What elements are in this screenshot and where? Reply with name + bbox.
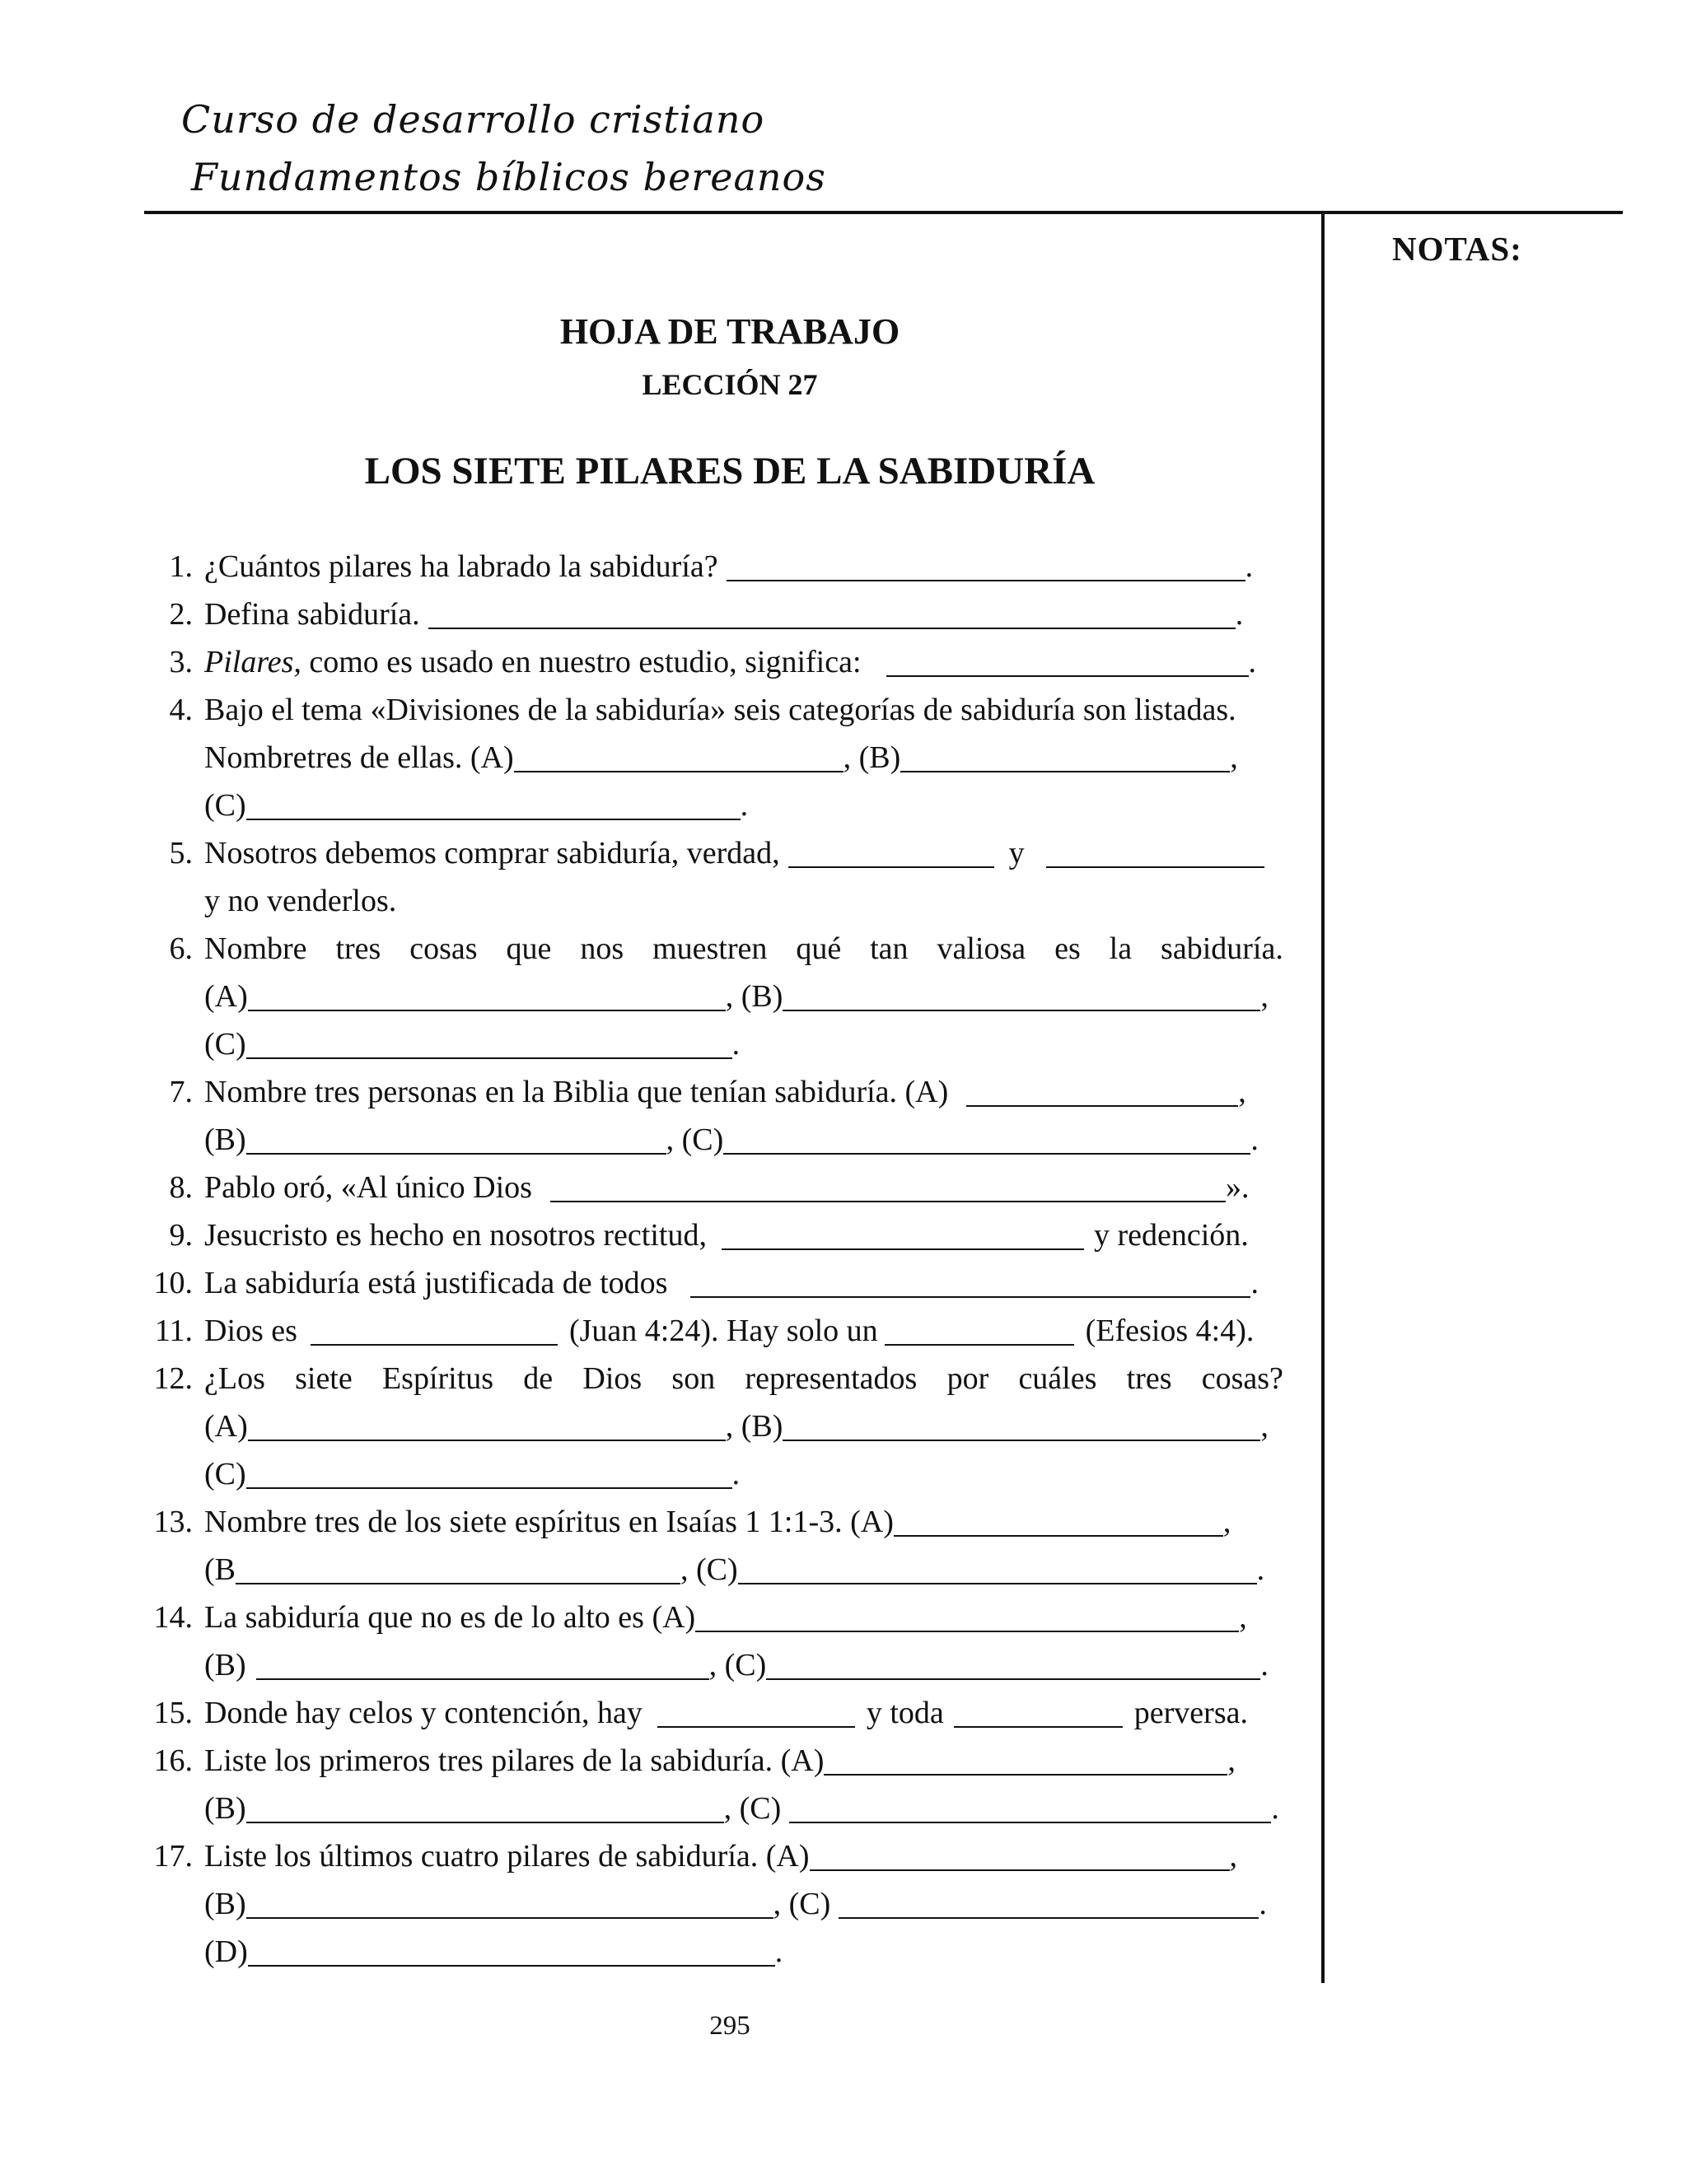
option-label-d: (D): [204, 1934, 248, 1970]
answer-blank-b[interactable]: [256, 1649, 709, 1680]
answer-blank-a[interactable]: [695, 1601, 1239, 1632]
question-term: Pilares,: [204, 645, 301, 680]
lesson-title: LOS SIETE PILARES DE LA SABIDURÍA: [364, 450, 1096, 492]
page-number: 295: [709, 2011, 750, 2041]
option-label-b: (B): [204, 1122, 246, 1158]
question-text: ¿Cuántos pilares ha labrado la sabiduría?: [204, 549, 718, 585]
question-7-line-2: (B) , (C) .: [204, 1122, 1259, 1158]
answer-blank-a[interactable]: [514, 741, 844, 772]
question-16: 16. Liste los primeros tres pilares de la sabiduría. (A) ,: [147, 1731, 1283, 1779]
answer-blank-a[interactable]: [894, 1505, 1223, 1537]
option-label-b: (B): [204, 1791, 246, 1827]
answer-blank-c[interactable]: [738, 1553, 1257, 1584]
question-12-line-3: (C) .: [204, 1457, 741, 1492]
question-7: 7. Nombre tres personas en la Biblia que tenían sabiduría. (A) ,: [147, 1062, 1283, 1110]
answer-blank-b[interactable]: [246, 1888, 773, 1919]
option-label-b: (B): [741, 1409, 783, 1444]
question-16-line-2: (B) , (C) .: [204, 1791, 1279, 1827]
option-label-c: (C): [724, 1648, 767, 1683]
answer-blank-a[interactable]: [788, 837, 994, 868]
answer-blank-c[interactable]: [839, 1888, 1259, 1919]
question-word: ¿Los: [204, 1361, 265, 1397]
question-17: 17. Liste los últimos cuatro pilares de sabiduría. (A) ,: [147, 1827, 1283, 1874]
answer-blank-a[interactable]: [824, 1744, 1227, 1776]
question-text: Donde hay celos y contención, hay: [204, 1696, 643, 1731]
answer-blank-a[interactable]: [966, 1076, 1238, 1107]
question-word: cosas: [409, 931, 478, 967]
question-text: Jesucristo es hecho en nosotros rectitud,: [204, 1218, 707, 1253]
question-number: 1.: [169, 549, 193, 585]
option-label-b: (B: [204, 1552, 236, 1588]
question-15: [147, 1683, 1283, 1731]
question-text: Liste los primeros tres pilares de la sabiduría. (A): [204, 1743, 825, 1779]
question-number: 9.: [169, 1218, 193, 1253]
answer-blank-c[interactable]: [766, 1649, 1260, 1680]
question-1: 1. ¿Cuántos pilares ha labrado la sabiduría? .: [147, 537, 1283, 585]
answer-blank-c[interactable]: [789, 1792, 1271, 1823]
question-text: Nombre tres de los siete espíritus en Isaías 1 1:1-3. (A): [204, 1505, 894, 1540]
question-text: Dios es: [204, 1314, 297, 1349]
question-word: por: [946, 1361, 989, 1397]
answer-blank-c[interactable]: [246, 1028, 732, 1059]
question-text-end: y redención.: [1093, 1218, 1249, 1253]
answer-blank[interactable]: [428, 598, 1236, 629]
question-12: [147, 1349, 1283, 1397]
answer-blank-c[interactable]: [246, 1458, 732, 1489]
question-3: 3. Pilares, como es usado en nuestro estudio, significa: .: [147, 632, 1283, 680]
question-word: es: [1054, 931, 1081, 967]
answer-blank[interactable]: [727, 550, 1245, 581]
answer-blank-d[interactable]: [248, 1935, 775, 1967]
question-text-mid: y toda: [866, 1696, 944, 1731]
question-word: representados: [745, 1361, 918, 1397]
question-number: 2.: [169, 597, 193, 632]
question-text: Nosotros debemos comprar sabiduría, verdad,: [204, 836, 780, 871]
question-13: 13. Nombre tres de los siete espíritus en Isaías 1 1:1-3. (A) ,: [147, 1492, 1283, 1540]
answer-blank-a[interactable]: [248, 980, 726, 1011]
header-rule: [144, 211, 1623, 214]
question-number: 6.: [169, 931, 193, 967]
option-label-b: (B): [204, 1648, 246, 1683]
question-number: 10.: [153, 1266, 193, 1301]
notes-column-divider: [1321, 212, 1325, 1983]
question-word: tres: [1126, 1361, 1172, 1397]
option-label-c: (C): [204, 788, 246, 824]
answer-blank-b[interactable]: [900, 741, 1230, 772]
conjunction: y: [1008, 836, 1025, 871]
question-text: Nombre tres personas en la Biblia que tenían sabiduría. (A): [204, 1075, 949, 1110]
question-word: la: [1109, 931, 1133, 967]
option-label-c: (C): [788, 1887, 831, 1922]
question-text: Defina sabiduría.: [204, 597, 420, 632]
answer-blank-b[interactable]: [783, 980, 1260, 1011]
worksheet-title: HOJA DE TRABAJO: [559, 311, 900, 352]
question-number: 12.: [153, 1361, 193, 1397]
answer-blank-b[interactable]: [246, 1123, 666, 1155]
question-text: Nombretres de ellas. (A): [204, 740, 514, 776]
notes-label: NOTAS:: [1392, 230, 1522, 268]
answer-blank-b[interactable]: [954, 1696, 1123, 1728]
question-word: de: [523, 1361, 554, 1397]
option-label-a: (A): [204, 979, 248, 1015]
question-word: Espíritus: [381, 1361, 494, 1397]
answer-blank[interactable]: [886, 646, 1249, 677]
question-text: Pablo oró, «Al único Dios: [204, 1170, 532, 1206]
question-text-end: (Efesios 4:4).: [1085, 1314, 1255, 1349]
option-label-c: (C): [681, 1122, 724, 1158]
question-word: muestren: [652, 931, 768, 967]
answer-blank-c[interactable]: [246, 789, 741, 820]
question-text: La sabiduría está justificada de todos: [204, 1266, 668, 1301]
answer-blank-b[interactable]: [885, 1314, 1074, 1346]
question-11: [147, 1301, 1283, 1349]
answer-blank[interactable]: [722, 1219, 1084, 1250]
question-8: [147, 1158, 1283, 1206]
question-word: tres: [335, 931, 381, 967]
question-text: como es usado en nuestro estudio, significa:: [309, 645, 862, 680]
question-4-line-2: Nombretres de ellas. (A) , (B) ,: [204, 740, 1238, 776]
question-number: 3.: [169, 645, 193, 680]
answer-blank-a[interactable]: [810, 1840, 1230, 1871]
question-13-line-2: (B , (C) .: [204, 1552, 1265, 1588]
question-6-line-3: (C) .: [204, 1027, 741, 1062]
question-17-line-3: (D) .: [204, 1934, 783, 1970]
question-word: Dios: [582, 1361, 643, 1397]
question-number: 8.: [169, 1170, 193, 1206]
option-label-c: (C): [204, 1457, 246, 1492]
option-label-b: (B): [858, 740, 901, 776]
answer-blank-a[interactable]: [657, 1696, 855, 1728]
question-5-line-2: [147, 871, 1283, 919]
question-2: 2. Defina sabiduría. .: [147, 585, 1283, 632]
question-word: nos: [580, 931, 624, 967]
question-6: [147, 919, 1283, 967]
question-number: 13.: [153, 1505, 193, 1540]
option-label-b: (B): [204, 1887, 246, 1922]
option-label-a: (A): [204, 1409, 248, 1444]
question-14: 14. La sabiduría que no es de lo alto es (A) ,: [147, 1588, 1283, 1636]
answer-blank[interactable]: [550, 1171, 1226, 1202]
question-list: [147, 537, 1283, 1970]
answer-blank-a[interactable]: [248, 1410, 726, 1441]
question-word: siete: [295, 1361, 353, 1397]
question-number: 5.: [169, 836, 193, 871]
question-number: 7.: [169, 1075, 193, 1110]
answer-blank-a[interactable]: [311, 1314, 558, 1346]
answer-blank-c[interactable]: [723, 1123, 1250, 1155]
option-label-c: (C): [739, 1791, 782, 1827]
question-9: [147, 1206, 1283, 1253]
question-text: Liste los últimos cuatro pilares de sabiduría. (A): [204, 1839, 810, 1874]
answer-blank-b[interactable]: [236, 1553, 680, 1584]
question-4-line-3: (C) .: [204, 788, 749, 824]
question-word: que: [506, 931, 552, 967]
question-word: son: [671, 1361, 716, 1397]
question-number: 14.: [153, 1600, 193, 1636]
question-text-end: perversa.: [1133, 1696, 1248, 1731]
question-4: [147, 680, 1283, 728]
question-number: 17.: [153, 1839, 193, 1874]
option-label-c: (C): [204, 1027, 246, 1062]
answer-blank-b[interactable]: [783, 1410, 1260, 1441]
closing-quote: ».: [1225, 1170, 1250, 1206]
question-word: valiosa: [937, 931, 1026, 967]
option-label-b: (B): [741, 979, 783, 1015]
question-word: Nombre: [204, 931, 307, 967]
answer-blank-b[interactable]: [246, 1792, 724, 1823]
answer-blank-b[interactable]: [1046, 837, 1264, 868]
option-label-c: (C): [696, 1552, 738, 1588]
question-number: 4.: [169, 693, 193, 728]
question-number: 16.: [153, 1743, 193, 1779]
question-number: 11.: [154, 1314, 193, 1349]
question-12-line-2: (A) , (B) ,: [204, 1409, 1269, 1444]
question-word: tan: [870, 931, 909, 967]
question-word: cosas?: [1201, 1361, 1283, 1397]
answer-blank[interactable]: [690, 1267, 1250, 1298]
course-subtitle: Fundamentos bíblicos bereanos: [191, 155, 826, 199]
question-word: sabiduría.: [1161, 931, 1283, 967]
question-text: Bajo el tema «Divisiones de la sabiduría» seis categorías de sabiduría son listadas.: [204, 693, 1236, 728]
question-6-line-2: (A) , (B) ,: [204, 979, 1269, 1015]
question-text: y no venderlos.: [204, 884, 397, 919]
question-17-line-2: (B) , (C) .: [204, 1887, 1267, 1922]
question-word: cuáles: [1018, 1361, 1097, 1397]
course-title: Curso de desarrollo cristiano: [181, 97, 765, 142]
lesson-number: LECCIÓN 27: [642, 368, 818, 401]
question-10: 10. La sabiduría está justificada de todos .: [147, 1253, 1283, 1301]
question-text: La sabiduría que no es de lo alto es (A): [204, 1600, 696, 1636]
question-5: [147, 824, 1283, 871]
question-14-line-2: (B) , (C) .: [204, 1648, 1269, 1683]
question-word: qué: [796, 931, 842, 967]
question-number: 15.: [153, 1696, 193, 1731]
question-text-mid: (Juan 4:24). Hay solo un: [568, 1314, 878, 1349]
